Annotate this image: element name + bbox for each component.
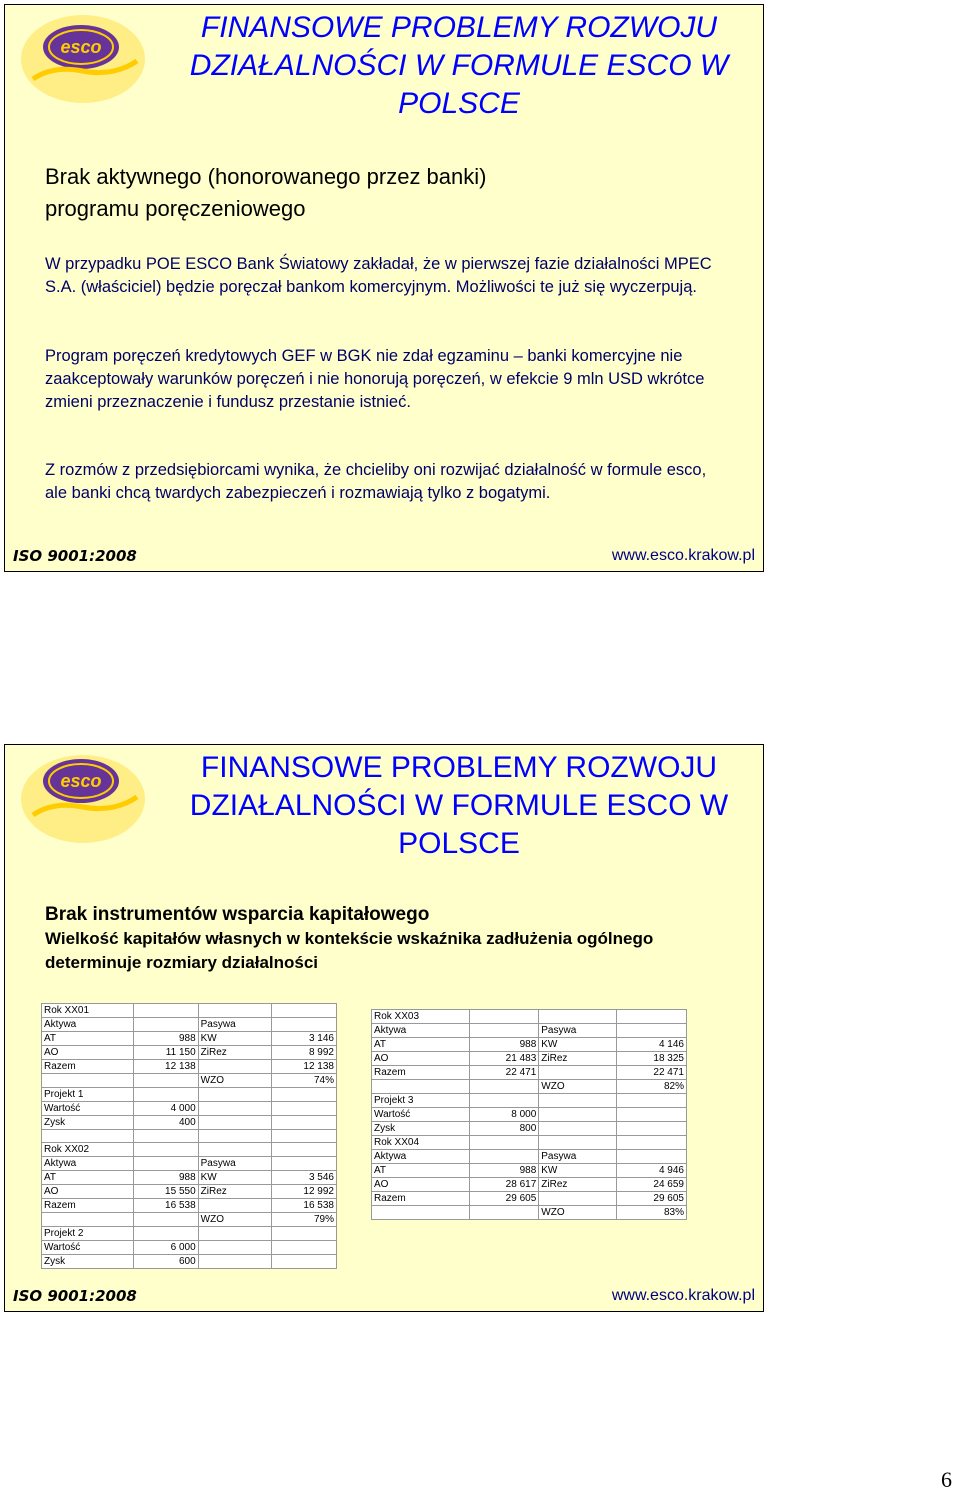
table-cell: Razem bbox=[42, 1199, 134, 1213]
table-cell bbox=[617, 1010, 687, 1024]
table-cell bbox=[198, 1199, 271, 1213]
table-cell: Pasywa bbox=[539, 1150, 617, 1164]
logo-text: esco bbox=[60, 771, 102, 791]
table-row bbox=[372, 1164, 687, 1178]
table-row bbox=[372, 1066, 687, 1080]
website-link[interactable]: www.esco.krakow.pl bbox=[611, 547, 755, 564]
table-cell bbox=[271, 1004, 336, 1018]
table-cell: 16 538 bbox=[133, 1199, 198, 1213]
table-cell bbox=[617, 1108, 687, 1122]
table-cell bbox=[469, 1136, 539, 1150]
table-cell bbox=[617, 1150, 687, 1164]
table-cell bbox=[372, 1206, 470, 1220]
table-cell bbox=[133, 1130, 198, 1143]
table-cell: Aktywa bbox=[372, 1150, 470, 1164]
table-cell: WZO bbox=[198, 1074, 271, 1088]
table-cell: 29 605 bbox=[617, 1192, 687, 1206]
slide-2 bbox=[4, 744, 764, 1312]
table-cell: 400 bbox=[133, 1116, 198, 1130]
table-cell: Projekt 1 bbox=[42, 1088, 134, 1102]
iso-label: ISO 9001:2008 bbox=[13, 1287, 137, 1305]
heading-line-1: Brak aktywnego (honorowanego przez banki) bbox=[45, 164, 487, 189]
table-row bbox=[42, 1130, 337, 1143]
table-cell: Pasywa bbox=[198, 1018, 271, 1032]
table-row bbox=[372, 1010, 687, 1024]
table-cell bbox=[539, 1066, 617, 1080]
table-cell: 6 000 bbox=[133, 1241, 198, 1255]
section-heading bbox=[45, 161, 745, 225]
table-cell: Razem bbox=[372, 1192, 470, 1206]
website-link[interactable]: www.esco.krakow.pl bbox=[611, 1287, 755, 1304]
table-row bbox=[42, 1060, 337, 1074]
table-cell: AT bbox=[42, 1032, 134, 1046]
table-cell bbox=[133, 1004, 198, 1018]
table-cell: KW bbox=[539, 1038, 617, 1052]
table-cell bbox=[198, 1143, 271, 1157]
table-row bbox=[42, 1199, 337, 1213]
slide-title: FINANSOWE PROBLEMY ROZWOJU DZIAŁALNOŚCI W FORMULE ESCO W POLSCE bbox=[189, 11, 729, 120]
table-cell: Pasywa bbox=[539, 1024, 617, 1038]
table-cell bbox=[271, 1018, 336, 1032]
table-cell bbox=[133, 1088, 198, 1102]
table-cell bbox=[198, 1088, 271, 1102]
table-cell: 800 bbox=[469, 1122, 539, 1136]
heading-line-2: programu poręczeniowego bbox=[45, 196, 306, 221]
table-cell: 22 471 bbox=[469, 1066, 539, 1080]
table-cell: KW bbox=[198, 1032, 271, 1046]
page-number: 6 bbox=[941, 1467, 952, 1492]
table-cell: AT bbox=[372, 1164, 470, 1178]
table-cell: Zysk bbox=[42, 1116, 134, 1130]
table-cell: WZO bbox=[198, 1213, 271, 1227]
iso-label: ISO 9001:2008 bbox=[13, 547, 137, 565]
table-cell: Zysk bbox=[42, 1255, 134, 1269]
section-heading bbox=[45, 903, 745, 975]
financial-table-left bbox=[41, 1003, 337, 1269]
esco-logo bbox=[13, 749, 153, 849]
table-cell bbox=[469, 1010, 539, 1024]
table-cell: KW bbox=[198, 1171, 271, 1185]
table-cell: KW bbox=[539, 1164, 617, 1178]
table-row bbox=[372, 1136, 687, 1150]
table-cell bbox=[539, 1010, 617, 1024]
table-cell bbox=[133, 1157, 198, 1171]
table-cell bbox=[617, 1094, 687, 1108]
table-row bbox=[42, 1018, 337, 1032]
table-cell: AO bbox=[372, 1052, 470, 1066]
table-cell bbox=[617, 1136, 687, 1150]
table-cell: ZiRez bbox=[539, 1052, 617, 1066]
table-cell: 74% bbox=[271, 1074, 336, 1088]
table-cell bbox=[469, 1024, 539, 1038]
table-cell bbox=[469, 1150, 539, 1164]
table-cell: 4 146 bbox=[617, 1038, 687, 1052]
table-row bbox=[42, 1032, 337, 1046]
table-cell: 988 bbox=[133, 1032, 198, 1046]
paragraph-2: Program poręczeń kredytowych GEF w BGK nie zdał egzaminu – banki komercyjne nie zaakceptowały warunków poręczeń i nie honorują poręczeń, w efekcie 9 mln USD wkrótce zmieni przeznaczenie i fundusz przestanie istnieć. bbox=[45, 347, 705, 411]
table-cell bbox=[198, 1255, 271, 1269]
table-cell bbox=[271, 1157, 336, 1171]
table-cell bbox=[42, 1213, 134, 1227]
table-cell: 12 992 bbox=[271, 1185, 336, 1199]
table-cell: 4 000 bbox=[133, 1102, 198, 1116]
table-cell: 988 bbox=[469, 1038, 539, 1052]
table-row bbox=[372, 1024, 687, 1038]
table-row bbox=[42, 1116, 337, 1130]
table-cell: Rok XX04 bbox=[372, 1136, 470, 1150]
table-cell: Rok XX02 bbox=[42, 1143, 134, 1157]
table-cell bbox=[372, 1080, 470, 1094]
table-cell bbox=[198, 1102, 271, 1116]
table-row bbox=[372, 1206, 687, 1220]
table-cell: AO bbox=[372, 1178, 470, 1192]
table-row bbox=[42, 1171, 337, 1185]
table-cell bbox=[198, 1241, 271, 1255]
table-cell bbox=[271, 1255, 336, 1269]
table-cell: 21 483 bbox=[469, 1052, 539, 1066]
table-cell: 16 538 bbox=[271, 1199, 336, 1213]
table-cell bbox=[469, 1206, 539, 1220]
table-cell: 12 138 bbox=[133, 1060, 198, 1074]
table-cell: Aktywa bbox=[372, 1024, 470, 1038]
table-row bbox=[42, 1102, 337, 1116]
table-cell bbox=[198, 1116, 271, 1130]
table-cell bbox=[133, 1227, 198, 1241]
table-cell: 12 138 bbox=[271, 1060, 336, 1074]
table-row bbox=[42, 1227, 337, 1241]
table-row bbox=[42, 1255, 337, 1269]
table-cell bbox=[198, 1060, 271, 1074]
table-cell: 18 325 bbox=[617, 1052, 687, 1066]
table-row bbox=[42, 1004, 337, 1018]
table-cell: 8 992 bbox=[271, 1046, 336, 1060]
table-cell: 83% bbox=[617, 1206, 687, 1220]
table-cell: 79% bbox=[271, 1213, 336, 1227]
table-row bbox=[372, 1108, 687, 1122]
table-row bbox=[42, 1143, 337, 1157]
paragraph-1: W przypadku POE ESCO Bank Światowy zakładał, że w pierwszej fazie działalności MPEC S.A. (właściciel) będzie poręczał bankom komercyjnym. Możliwości te już się wyczerpują. bbox=[45, 255, 712, 296]
table-cell: Razem bbox=[372, 1066, 470, 1080]
table-cell bbox=[42, 1074, 134, 1088]
table-row bbox=[372, 1122, 687, 1136]
table-cell: Aktywa bbox=[42, 1018, 134, 1032]
table-row bbox=[42, 1046, 337, 1060]
table-cell: 11 150 bbox=[133, 1046, 198, 1060]
table-cell: Razem bbox=[42, 1060, 134, 1074]
table-cell: 988 bbox=[469, 1164, 539, 1178]
table-cell: AO bbox=[42, 1046, 134, 1060]
table-cell: ZiRez bbox=[539, 1178, 617, 1192]
table-cell: ZiRez bbox=[198, 1046, 271, 1060]
esco-logo bbox=[13, 9, 153, 109]
logo-text: esco bbox=[60, 37, 102, 57]
table-cell: 24 659 bbox=[617, 1178, 687, 1192]
table-cell: Zysk bbox=[372, 1122, 470, 1136]
table-row bbox=[372, 1052, 687, 1066]
table-row bbox=[42, 1074, 337, 1088]
table-cell bbox=[539, 1122, 617, 1136]
table-cell bbox=[271, 1227, 336, 1241]
table-cell: 988 bbox=[133, 1171, 198, 1185]
table-cell bbox=[198, 1227, 271, 1241]
table-cell: Aktywa bbox=[42, 1157, 134, 1171]
table-cell: Wartość bbox=[372, 1108, 470, 1122]
table-row bbox=[372, 1150, 687, 1164]
table-cell bbox=[271, 1116, 336, 1130]
table-cell bbox=[617, 1122, 687, 1136]
table-cell bbox=[539, 1136, 617, 1150]
table-cell bbox=[133, 1018, 198, 1032]
table-cell bbox=[469, 1080, 539, 1094]
table-cell: WZO bbox=[539, 1206, 617, 1220]
table-cell bbox=[198, 1004, 271, 1018]
paragraph-3: Z rozmów z przedsiębiorcami wynika, że chcieliby oni rozwijać działalność w formule esco, ale banki chcą twardych zabezpieczeń i rozmawiają tylko z bogatymi. bbox=[45, 461, 707, 502]
table-cell bbox=[271, 1143, 336, 1157]
financial-table-right bbox=[371, 1009, 687, 1220]
table-row bbox=[372, 1192, 687, 1206]
table-row bbox=[42, 1185, 337, 1199]
table-row bbox=[42, 1213, 337, 1227]
table-cell bbox=[133, 1074, 198, 1088]
table-cell: ZiRez bbox=[198, 1185, 271, 1199]
table-cell: 3 546 bbox=[271, 1171, 336, 1185]
table-row bbox=[372, 1080, 687, 1094]
table-cell: 29 605 bbox=[469, 1192, 539, 1206]
table-cell bbox=[271, 1102, 336, 1116]
slide-1 bbox=[4, 4, 764, 572]
table-row bbox=[372, 1178, 687, 1192]
table-cell: Projekt 2 bbox=[42, 1227, 134, 1241]
table-row bbox=[372, 1094, 687, 1108]
table-cell bbox=[539, 1094, 617, 1108]
table-cell: Wartość bbox=[42, 1241, 134, 1255]
table-cell bbox=[42, 1130, 134, 1143]
table-cell bbox=[133, 1143, 198, 1157]
table-cell bbox=[539, 1192, 617, 1206]
table-cell: Rok XX03 bbox=[372, 1010, 470, 1024]
table-cell: AO bbox=[42, 1185, 134, 1199]
table-cell: Rok XX01 bbox=[42, 1004, 134, 1018]
table-cell bbox=[198, 1130, 271, 1143]
table-cell bbox=[617, 1024, 687, 1038]
table-cell: 8 000 bbox=[469, 1108, 539, 1122]
table-cell: 28 617 bbox=[469, 1178, 539, 1192]
table-cell bbox=[539, 1108, 617, 1122]
heading-line-1: Brak instrumentów wsparcia kapitałowego bbox=[45, 904, 430, 925]
table-cell: WZO bbox=[539, 1080, 617, 1094]
table-cell: Pasywa bbox=[198, 1157, 271, 1171]
table-cell: 82% bbox=[617, 1080, 687, 1094]
table-cell: 3 146 bbox=[271, 1032, 336, 1046]
heading-line-2: Wielkość kapitałów własnych w kontekście wskaźnika zadłużenia ogólnego determinuje rozmiary działalności bbox=[45, 929, 654, 972]
table-row bbox=[42, 1088, 337, 1102]
table-row bbox=[42, 1157, 337, 1171]
table-cell bbox=[271, 1241, 336, 1255]
table-cell: AT bbox=[372, 1038, 470, 1052]
table-cell bbox=[469, 1094, 539, 1108]
slide-title: FINANSOWE PROBLEMY ROZWOJU DZIAŁALNOŚCI W FORMULE ESCO W POLSCE bbox=[189, 751, 729, 860]
table-cell: Projekt 3 bbox=[372, 1094, 470, 1108]
table-cell: 15 550 bbox=[133, 1185, 198, 1199]
table-cell bbox=[271, 1130, 336, 1143]
table-cell bbox=[271, 1088, 336, 1102]
table-row bbox=[42, 1241, 337, 1255]
table-cell: 4 946 bbox=[617, 1164, 687, 1178]
table-cell: 600 bbox=[133, 1255, 198, 1269]
table-cell: AT bbox=[42, 1171, 134, 1185]
table-cell: Wartość bbox=[42, 1102, 134, 1116]
table-row bbox=[372, 1038, 687, 1052]
table-cell: 22 471 bbox=[617, 1066, 687, 1080]
table-cell bbox=[133, 1213, 198, 1227]
